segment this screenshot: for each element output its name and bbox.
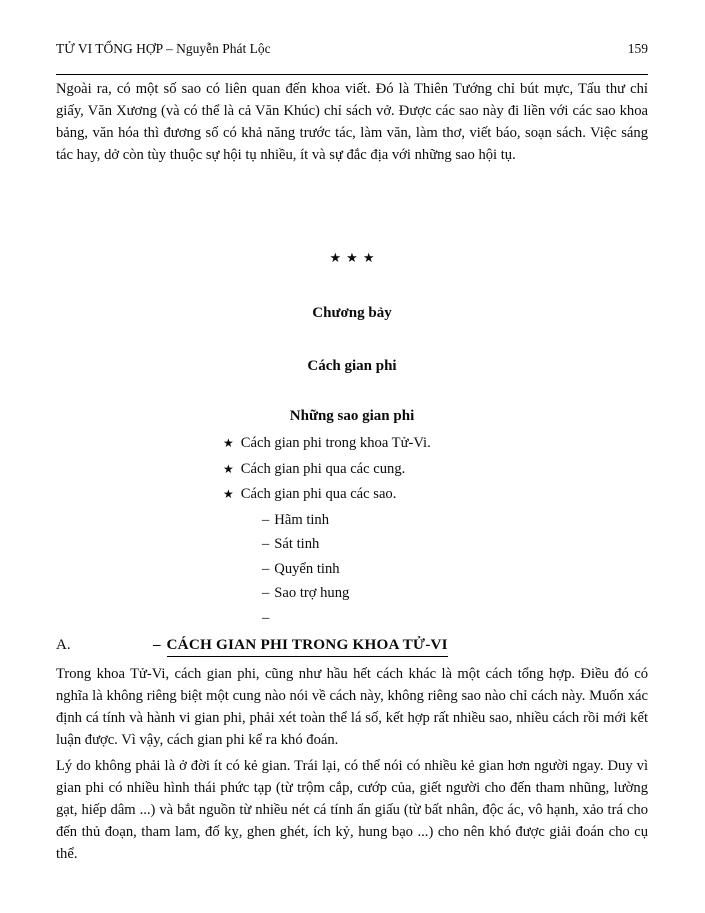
section-break-stars-icon: ★★★	[329, 251, 380, 266]
subtopic-list-item	[262, 508, 648, 533]
subtopic-list-item-label: Sao trợ hung	[274, 585, 350, 601]
page-number: 159	[627, 41, 648, 56]
subtopic-list-item-label: Quyển tinh	[274, 560, 340, 577]
topic-list-item-label: Cách gian phi qua các sao.	[240, 486, 397, 502]
section-title: CÁCH GIAN PHI TRONG KHOA TỬ-VI	[167, 634, 448, 657]
subtopic-list-item	[262, 557, 648, 582]
subtopic-list-item	[262, 532, 648, 557]
star-bullet-icon: ★	[223, 436, 234, 450]
dash-bullet-icon: –	[262, 560, 270, 577]
section-dash: –	[153, 637, 161, 653]
body-paragraph: Lý do không phải là ở đời ít có kẻ gian. Trái lại, có thể nói có nhiều kẻ gian hơn người ngay. Duy vì gian phi có nhiều hình thái phức tạp (từ trộm cắp, cướp của, giết người cho đến tham nhũng, lường gạt, hiếp dâm ...) và bắt nguồn từ nhiều nét cá tính ẩn giấu (từ bất nhân, độc ác, vô hạnh, xảo trá cho đến thủ đoạn, tham lam, đố kỵ, ghen ghét, ích kỷ, hung bạo ...) cho nên khó được giải đoán cho cụ thể.	[56, 758, 648, 862]
running-header	[56, 40, 648, 58]
dash-bullet-icon: –	[262, 536, 270, 552]
header-divider-line	[56, 74, 648, 75]
subtopic-list-item	[262, 606, 648, 631]
topic-list-item-label: Cách gian phi qua các cung.	[240, 460, 406, 477]
subtopic-list-item-label: Sát tinh	[274, 536, 320, 552]
dash-bullet-icon: –	[262, 511, 270, 528]
chapter-title-heading: Cách gian phi	[307, 358, 397, 374]
topic-list	[223, 431, 648, 508]
dash-bullet-icon: –	[262, 585, 270, 601]
topic-list-item	[223, 431, 648, 457]
subtopic-list	[262, 508, 648, 631]
topic-list-item-label: Cách gian phi trong khoa Tử-Vi.	[240, 435, 431, 451]
topic-list-item	[223, 457, 648, 483]
dash-bullet-icon: –	[262, 609, 270, 626]
section-letter: A.	[56, 637, 71, 653]
star-bullet-icon: ★	[223, 461, 234, 476]
subtopic-list-item-label: Hãm tinh	[274, 511, 330, 528]
section-heading	[56, 634, 648, 657]
intro-paragraph: Ngoài ra, có một số sao có liên quan đến khoa viết. Đó là Thiên Tướng chỉ bút mực, Tấu thư chỉ giấy, Văn Xương (và có thể là cả Văn Khúc) chỉ sách vở. Được các sao này đi liền với các sao khoa bảng, văn hóa thì đương số có khả năng trước tác, làm văn, làm thơ, viết báo, soạn sách. Việc sáng tác hay, dở còn tùy thuộc sự hội tụ nhiều, ít và sự đắc địa với những sao hội tụ.	[56, 81, 648, 163]
chapter-subtitle-heading: Những sao gian phi	[289, 408, 415, 424]
subtopic-list-item	[262, 581, 648, 606]
body-paragraph: Trong khoa Tử-Vi, cách gian phi, cũng như hầu hết cách khác là một cách tổng hợp. Điều đó có nghĩa là không riêng biệt một cung nào nói về cách này, không riêng sao nào chỉ cách này. Muốn xác định cá tính và hành vi gian phi, phải xét toàn thể lá số, kết hợp rất nhiều sao, nhiều cách rồi mới kết luận được. Vì vậy, cách gian phi kể ra khó đoán.	[56, 666, 648, 748]
topic-list-item	[223, 482, 648, 508]
star-bullet-icon: ★	[223, 487, 234, 501]
chapter-number-heading: Chương bảy	[312, 305, 392, 321]
running-title: TỬ VI TỔNG HỢP – Nguyễn Phát Lộc	[56, 41, 271, 56]
